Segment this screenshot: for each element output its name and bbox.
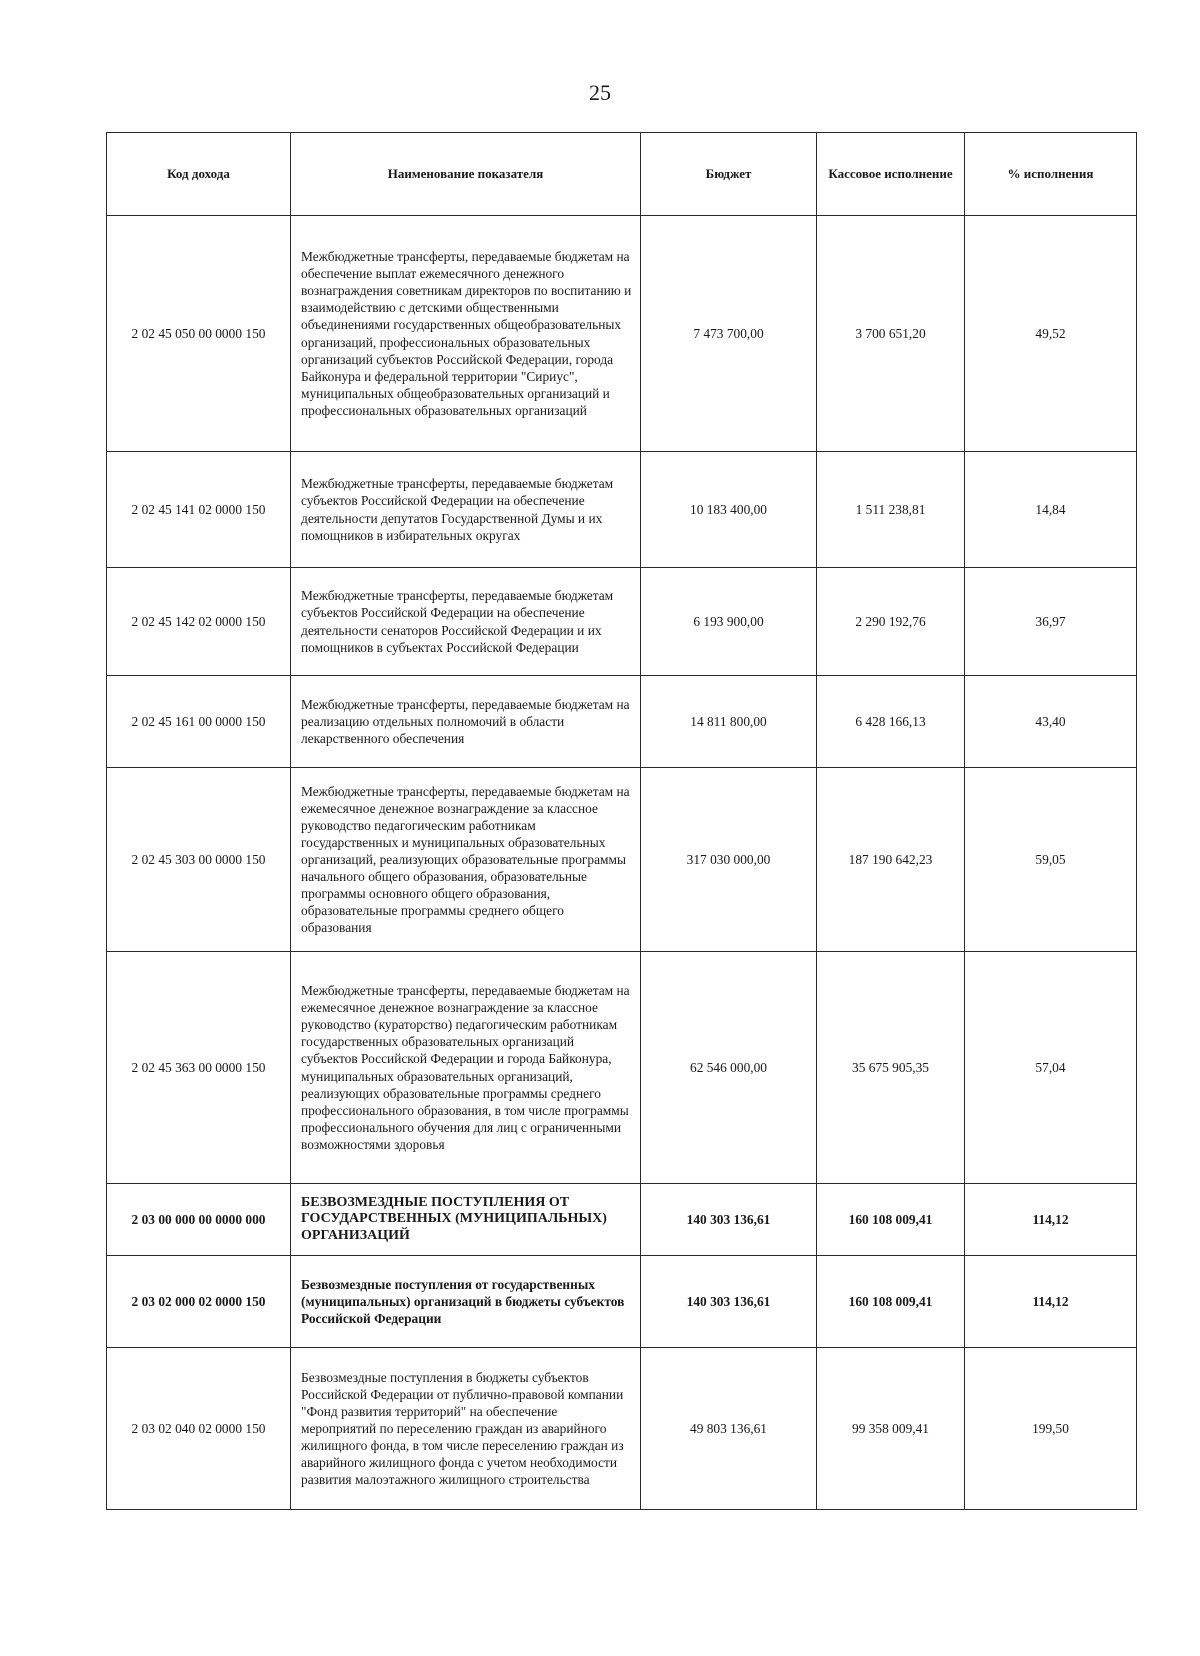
budget-value: 140 303 136,61	[641, 1256, 817, 1348]
table-row-total	[107, 1184, 1137, 1256]
execution-percent: 49,52	[965, 216, 1137, 452]
execution-percent: 114,12	[965, 1256, 1137, 1348]
indicator-name: Межбюджетные трансферты, передаваемые бюджетам на реализацию отдельных полномочий в области лекарственного обеспечения	[291, 676, 641, 768]
table-row	[107, 1348, 1137, 1510]
table-row	[107, 768, 1137, 952]
indicator-name: Межбюджетные трансферты, передаваемые бюджетам на обеспечение выплат ежемесячного денежного вознаграждения советникам директоров по воспитанию и взаимодействию с детскими общественными объединениями государственных общеобразовательных организаций, профессиональных образовательных организаций субъектов Российской Федерации, города Байконура и федеральной территории "Сириус", муниципальных общеобразовательных организаций и профессиональных образовательных организаций	[291, 216, 641, 452]
indicator-name: Межбюджетные трансферты, передаваемые бюджетам субъектов Российской Федерации на обеспечение деятельности сенаторов Российской Федерации и их помощников в субъектах Российской Федерации	[291, 568, 641, 676]
budget-value: 49 803 136,61	[641, 1348, 817, 1510]
budget-execution-table	[106, 132, 1137, 1510]
budget-value: 7 473 700,00	[641, 216, 817, 452]
execution-percent: 43,40	[965, 676, 1137, 768]
table-row	[107, 216, 1137, 452]
table-row	[107, 676, 1137, 768]
page-number: 25	[589, 80, 611, 105]
cash-execution-value: 160 108 009,41	[817, 1184, 965, 1256]
indicator-name: Межбюджетные трансферты, передаваемые бюджетам на ежемесячное денежное вознаграждение за классное руководство (кураторство) педагогическим работникам государственных образовательных организаций субъектов Российской Федерации и города Байконура, муниципальных образовательных организаций, реализующих образовательные программы среднего профессионального образования, в том числе программы профессионального обучения для лиц с ограниченными возможностями здоровья	[291, 952, 641, 1184]
execution-percent: 59,05	[965, 768, 1137, 952]
cash-execution-value: 160 108 009,41	[817, 1256, 965, 1348]
cash-execution-value: 6 428 166,13	[817, 676, 965, 768]
indicator-name: Межбюджетные трансферты, передаваемые бюджетам на ежемесячное денежное вознаграждение за классное руководство педагогическим работникам государственных и муниципальных образовательных организаций, реализующих образовательные программы начального общего образования, образовательные программы основного общего образования, образовательные программы среднего общего образования	[291, 768, 641, 952]
table-row-subtotal	[107, 1256, 1137, 1348]
indicator-name: БЕЗВОЗМЕЗДНЫЕ ПОСТУПЛЕНИЯ ОТ ГОСУДАРСТВЕННЫХ (МУНИЦИПАЛЬНЫХ) ОРГАНИЗАЦИЙ	[291, 1184, 641, 1256]
table-row	[107, 568, 1137, 676]
income-code: 2 02 45 363 00 0000 150	[107, 952, 291, 1184]
cash-execution-value: 1 511 238,81	[817, 452, 965, 568]
income-code: 2 03 00 000 00 0000 000	[107, 1184, 291, 1256]
cash-execution-value: 99 358 009,41	[817, 1348, 965, 1510]
budget-value: 14 811 800,00	[641, 676, 817, 768]
budget-value: 140 303 136,61	[641, 1184, 817, 1256]
income-code: 2 03 02 000 02 0000 150	[107, 1256, 291, 1348]
header-name: Наименование показателя	[291, 133, 641, 216]
cash-execution-value: 2 290 192,76	[817, 568, 965, 676]
header-budget: Бюджет	[641, 133, 817, 216]
header-percent: % исполнения	[965, 133, 1137, 216]
cash-execution-value: 35 675 905,35	[817, 952, 965, 1184]
table-header-row	[107, 133, 1137, 216]
income-code: 2 02 45 303 00 0000 150	[107, 768, 291, 952]
budget-value: 6 193 900,00	[641, 568, 817, 676]
header-code: Код дохода	[107, 133, 291, 216]
income-code: 2 02 45 142 02 0000 150	[107, 568, 291, 676]
income-code: 2 02 45 050 00 0000 150	[107, 216, 291, 452]
execution-percent: 199,50	[965, 1348, 1137, 1510]
table-row	[107, 452, 1137, 568]
execution-percent: 36,97	[965, 568, 1137, 676]
income-code: 2 03 02 040 02 0000 150	[107, 1348, 291, 1510]
execution-percent: 114,12	[965, 1184, 1137, 1256]
cash-execution-value: 187 190 642,23	[817, 768, 965, 952]
budget-value: 62 546 000,00	[641, 952, 817, 1184]
income-code: 2 02 45 161 00 0000 150	[107, 676, 291, 768]
budget-value: 317 030 000,00	[641, 768, 817, 952]
header-cash: Кассовое исполнение	[817, 133, 965, 216]
execution-percent: 57,04	[965, 952, 1137, 1184]
cash-execution-value: 3 700 651,20	[817, 216, 965, 452]
execution-percent: 14,84	[965, 452, 1137, 568]
indicator-name: Безвозмездные поступления от государственных (муниципальных) организаций в бюджеты субъектов Российской Федерации	[291, 1256, 641, 1348]
indicator-name: Безвозмездные поступления в бюджеты субъектов Российской Федерации от публично-правовой компании "Фонд развития территорий" на обеспечение мероприятий по переселению граждан из аварийного жилищного фонда, в том числе переселению граждан из аварийного жилищного фонда с учетом необходимости развития малоэтажного жилищного строительства	[291, 1348, 641, 1510]
budget-value: 10 183 400,00	[641, 452, 817, 568]
table-row	[107, 952, 1137, 1184]
indicator-name: Межбюджетные трансферты, передаваемые бюджетам субъектов Российской Федерации на обеспечение деятельности депутатов Государственной Думы и их помощников в избирательных округах	[291, 452, 641, 568]
income-code: 2 02 45 141 02 0000 150	[107, 452, 291, 568]
